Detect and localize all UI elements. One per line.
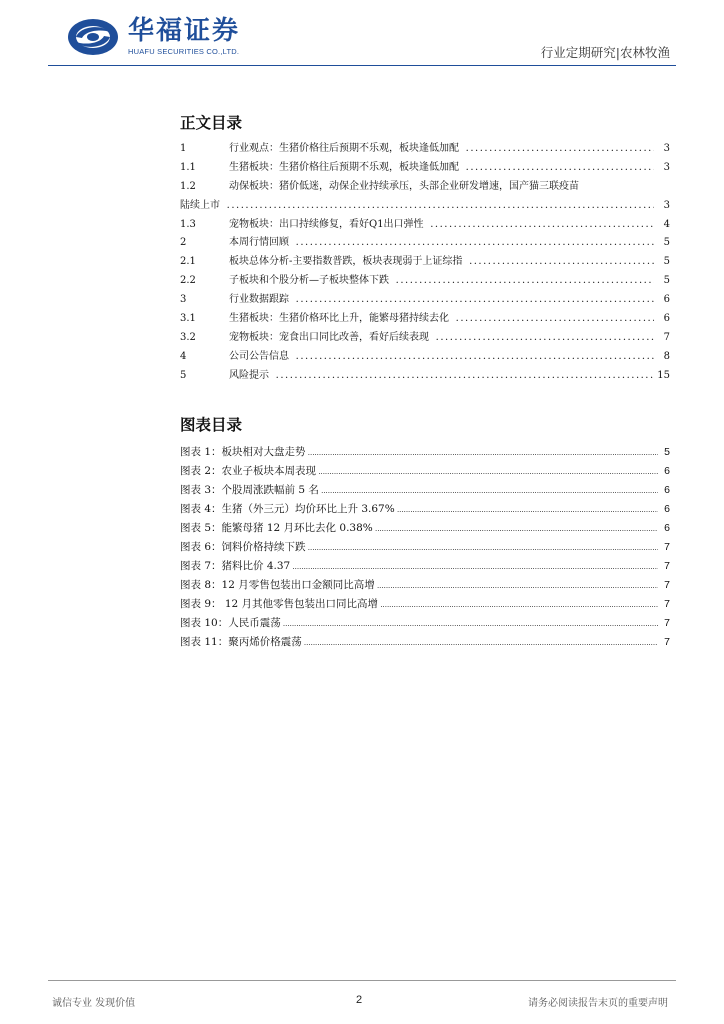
toc-entry-page: 15	[657, 370, 670, 381]
figure-entry-text: 图表 5：能繁母猪 12 月环比去化 0.38% .....	[180, 519, 658, 538]
figures-toc-title: 图表目录	[180, 415, 243, 434]
toc-entry-number: 4	[180, 351, 187, 362]
figure-entry-page: 7	[664, 617, 670, 629]
figure-entry[interactable]	[180, 443, 670, 461]
brand-name-en: HUAFU SECURITIES CO.,LTD.	[128, 47, 240, 56]
page-number: 2	[356, 994, 363, 1006]
toc-entry-text: 动保板块：猪价低迷，动保企业持续承压，头部企业研发增速，国产猫三联疫苗	[229, 181, 579, 192]
toc-entry-page: 4	[663, 219, 670, 230]
footer-slogan: 诚信专业 发现价值	[52, 998, 136, 1009]
figure-entry[interactable]	[180, 500, 670, 518]
toc-entry-continued[interactable]	[180, 197, 670, 215]
figure-entry-page: 5	[664, 446, 670, 458]
figure-entry-text: 图表 3：个股周涨跌幅前 5 名 .....	[180, 481, 658, 500]
toc-entry-page: 6	[663, 294, 670, 305]
toc-entry-text: 子板块和个股分析—子板块整体下跌 .....	[229, 272, 654, 290]
page-header	[0, 0, 724, 68]
toc-entry-number: 1.2	[180, 181, 196, 192]
toc-entry-page: 6	[663, 313, 670, 324]
report-type-label: 行业定期研究|农林牧渔	[540, 45, 670, 60]
figure-entry-text: 图表 9： 12 月其他零售包装出口同比高增 .....	[180, 595, 658, 614]
figure-entry-page: 6	[664, 484, 670, 496]
figure-entry-page: 7	[664, 598, 670, 610]
toc-entry[interactable]	[180, 253, 670, 271]
toc-entry-number: 3	[180, 294, 187, 305]
figure-entry-text: 图表 7：猪料比价 4.37 .....	[180, 557, 658, 576]
toc-entry-number: 2.1	[180, 256, 196, 267]
figure-entry-text: 图表 1：板块相对大盘走势 .....	[180, 443, 658, 462]
toc-entry-number: 1.3	[180, 219, 196, 230]
toc-entry-page: 5	[663, 275, 670, 286]
figure-entry-page: 6	[664, 503, 670, 515]
huafu-logo-icon	[66, 16, 120, 58]
toc-entry-number: 2	[180, 237, 187, 248]
toc-entry-text: 生猪板块：生猪价格环比上升，能繁母猪持续去化 .....	[229, 310, 654, 328]
figure-entry[interactable]	[180, 595, 670, 613]
toc-entry[interactable]	[180, 367, 670, 385]
figure-entry[interactable]	[180, 614, 670, 632]
toc-entry-text: 宠物板块：出口持续修复，看好Q1出口弹性 .....	[229, 216, 654, 234]
toc-entry[interactable]	[180, 178, 670, 196]
toc-entry-text: 公司公告信息 .....	[229, 348, 654, 366]
toc-entry-page: 3	[663, 162, 670, 173]
figure-entry-text: 图表 6：饲料价格持续下跌 .....	[180, 538, 658, 557]
figure-entry-text: 图表 10：人民币震荡 .....	[180, 614, 658, 633]
company-logo	[66, 16, 266, 60]
figure-entry[interactable]	[180, 519, 670, 537]
figure-entry-page: 7	[664, 541, 670, 553]
figure-entry-text: 图表 2：农业子板块本周表现 .....	[180, 462, 658, 481]
toc-entry-text: 板块总体分析-主要指数普跌，板块表现弱于上证综指 .....	[229, 253, 654, 271]
figure-entry-page: 7	[664, 636, 670, 648]
figure-entry-text: 图表 4：生猪（外三元）均价环比上升 3.67% .....	[180, 500, 658, 519]
toc-entry-text: 行业数据跟踪 .....	[229, 291, 654, 309]
brand-name-cn: 华福证券	[128, 16, 241, 46]
figure-entry[interactable]	[180, 538, 670, 556]
toc-entry-number: 1.1	[180, 162, 196, 173]
toc-entry-number: 1	[180, 143, 187, 154]
footer-divider	[48, 980, 676, 981]
toc-entry[interactable]	[180, 310, 670, 328]
figure-entry-text: 图表 11：聚丙烯价格震荡 .....	[180, 633, 658, 652]
figure-entry-page: 6	[664, 522, 670, 534]
figure-entry[interactable]	[180, 462, 670, 480]
toc-entry-page: 5	[663, 256, 670, 267]
toc-entry-page: 8	[663, 351, 670, 362]
figure-entry-page: 7	[664, 560, 670, 572]
figure-entry-page: 6	[664, 465, 670, 477]
toc-entry[interactable]	[180, 159, 670, 177]
toc-entry[interactable]	[180, 216, 670, 234]
toc-entry-page: 3	[663, 200, 670, 211]
toc-entry[interactable]	[180, 329, 670, 347]
figure-entry-text: 图表 8：12 月零售包装出口金额同比高增 .....	[180, 576, 658, 595]
toc-entry-text: 宠物板块：宠食出口同比改善，看好后续表现 .....	[229, 329, 654, 347]
toc-title: 正文目录	[180, 113, 243, 132]
toc-entry[interactable]	[180, 291, 670, 309]
toc-entry-text: 风险提示 .....	[229, 367, 654, 385]
toc-entry-text: 生猪板块：生猪价格往后预期不乐观，板块逢低加配 .....	[229, 159, 654, 177]
toc-entry-number: 5	[180, 370, 187, 381]
figure-entry[interactable]	[180, 633, 670, 651]
toc-entry[interactable]	[180, 140, 670, 158]
toc-entry-page: 3	[663, 143, 670, 154]
figure-entry[interactable]	[180, 481, 670, 499]
toc-entry[interactable]	[180, 234, 670, 252]
figure-entry[interactable]	[180, 576, 670, 594]
toc-entry-page: 7	[663, 332, 670, 343]
toc-entry-page: 5	[663, 237, 670, 248]
figure-entry-page: 7	[664, 579, 670, 591]
header-divider	[48, 65, 676, 66]
toc-entry-text: 行业观点：生猪价格往后预期不乐观，板块逢低加配 .....	[229, 140, 654, 158]
toc-entry-number: 3.2	[180, 332, 196, 343]
toc-entry-text-continued: 陆续上市 .....	[180, 197, 654, 215]
toc-entry-number: 3.1	[180, 313, 196, 324]
figure-entry[interactable]	[180, 557, 670, 575]
footer-disclaimer: 请务必阅读报告末页的重要声明	[528, 998, 668, 1009]
toc-entry-text: 本周行情回顾 .....	[229, 234, 654, 252]
toc-entry[interactable]	[180, 272, 670, 290]
toc-entry-number: 2.2	[180, 275, 196, 286]
toc-entry[interactable]	[180, 348, 670, 366]
